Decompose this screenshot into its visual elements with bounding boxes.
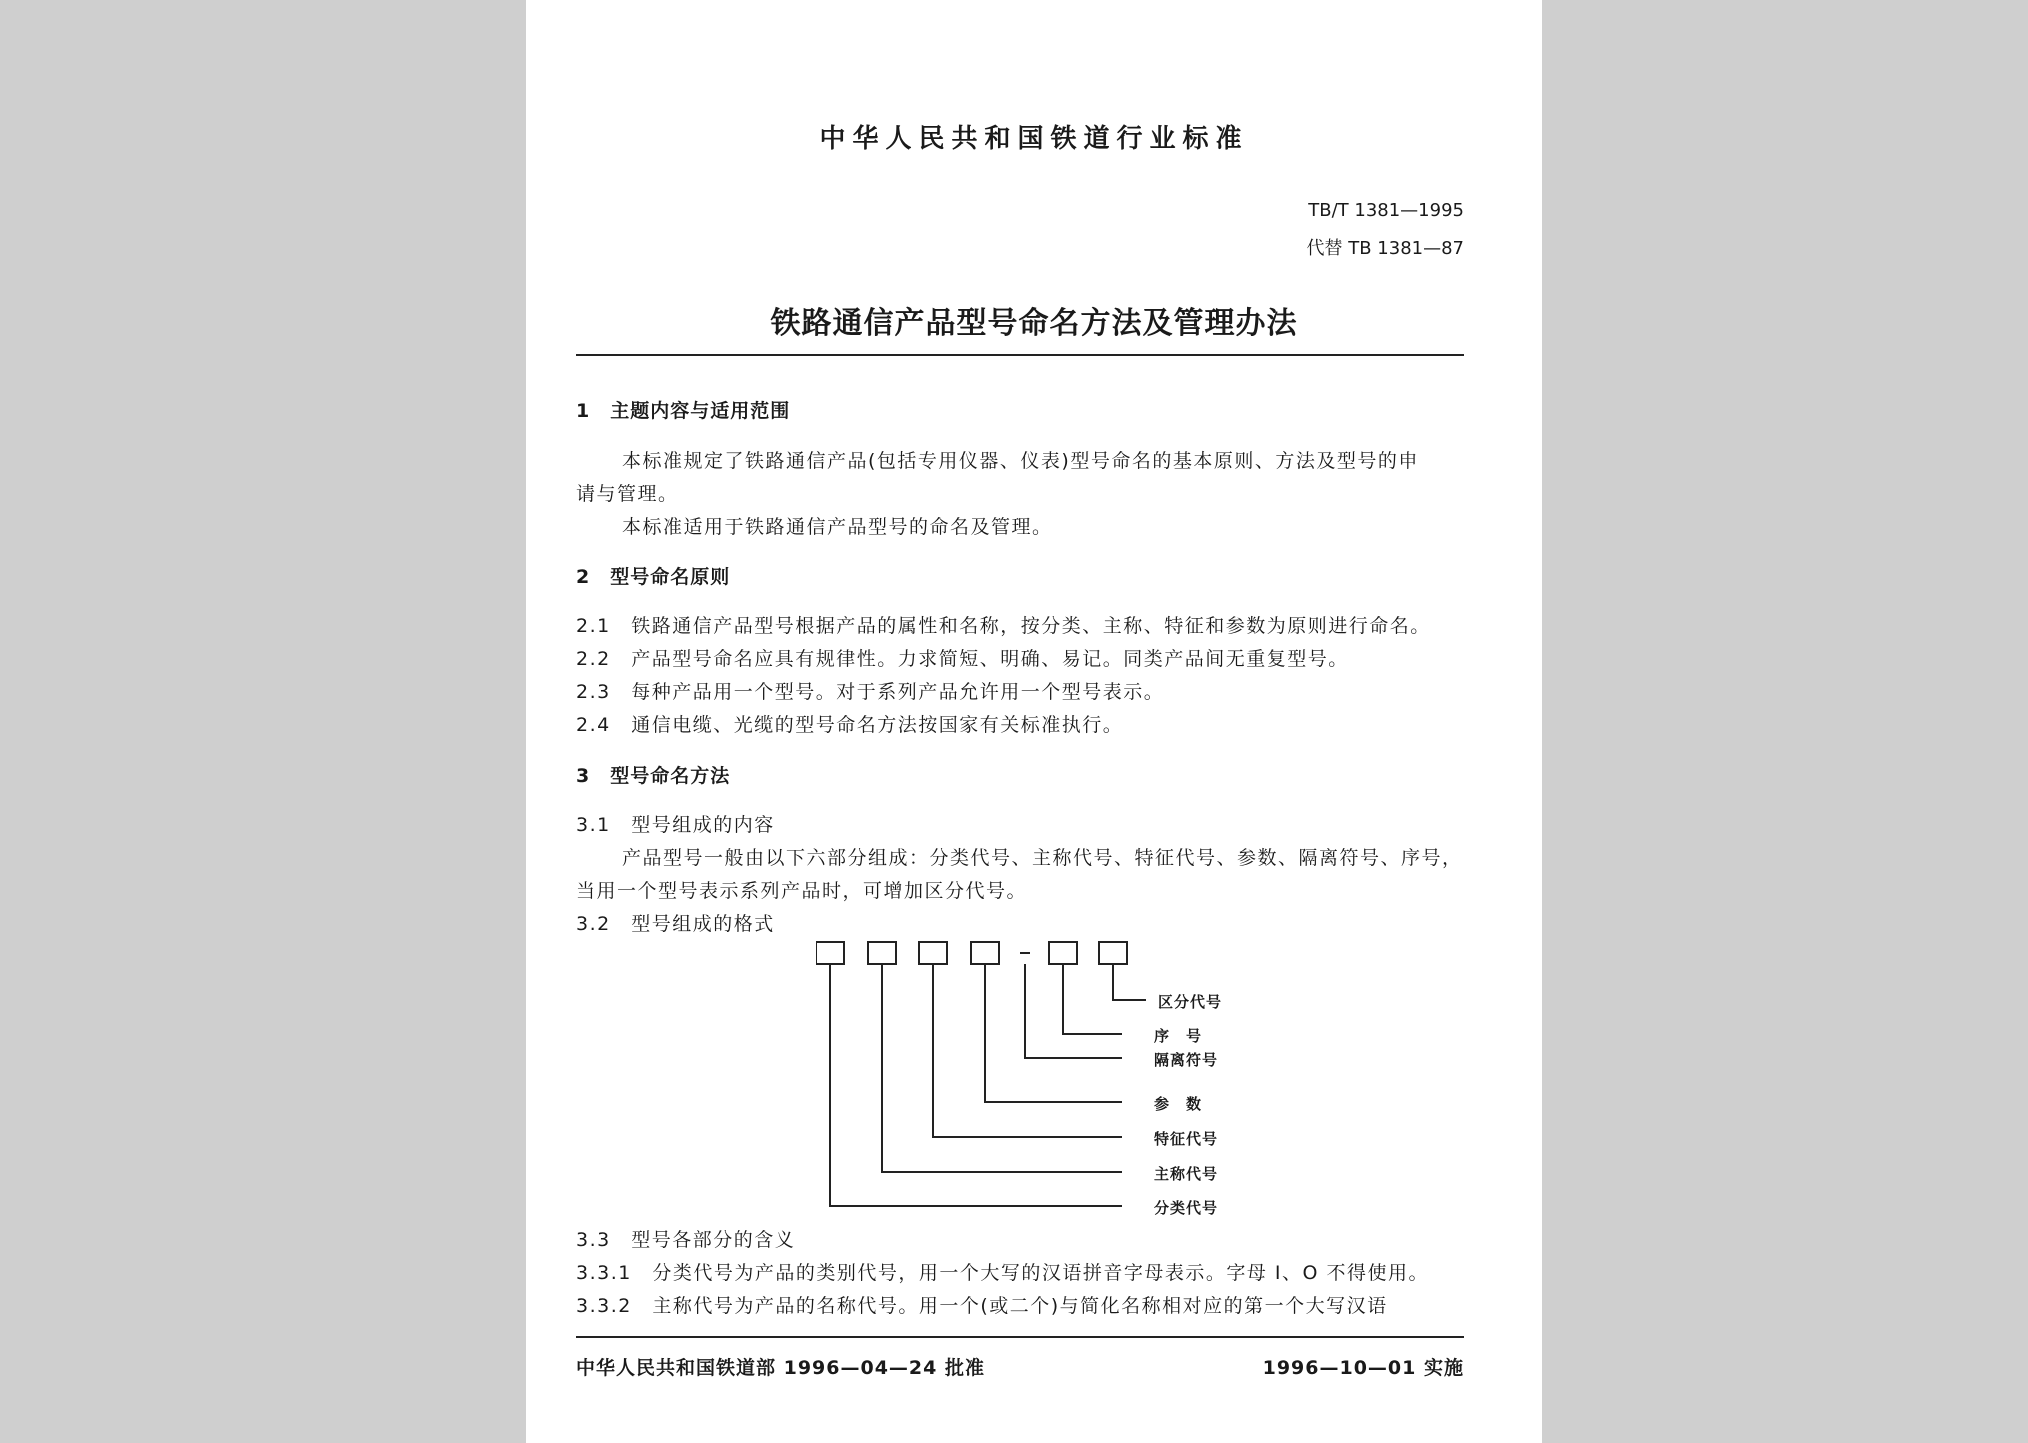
box-distinction	[1099, 942, 1127, 964]
label-feature-code: 特征代号	[1154, 1130, 1219, 1148]
label-main-name-code: 主称代号	[1154, 1165, 1219, 1183]
replaces-code: 代替 TB 1381—87	[1306, 238, 1464, 259]
leader-main-name	[882, 964, 1122, 1172]
clause-2-3: 2.3 每种产品用一个型号。对于系列产品允许用一个型号表示。	[576, 681, 1165, 703]
clause-3-3-1: 3.3.1 分类代号为产品的类别代号，用一个大写的汉语拼音字母表示。字母 I、O 不得使用。	[576, 1262, 1429, 1284]
box-classification	[816, 942, 844, 964]
box-parameter	[971, 942, 999, 964]
clause-2-4: 2.4 通信电缆、光缆的型号命名方法按国家有关标准执行。	[576, 714, 1124, 736]
label-separator-symbol: 隔离符号	[1154, 1051, 1219, 1069]
section-1-paragraph-line-1: 本标准规定了铁路通信产品(包括专用仪器、仪表)型号命名的基本原则、方法及型号的申	[622, 450, 1419, 472]
section-1-paragraph-line-2: 请与管理。	[576, 483, 679, 505]
clause-3-3-2: 3.3.2 主称代号为产品的名称代号。用一个(或二个)与简化名称相对应的第一个大写汉语	[576, 1295, 1388, 1317]
label-parameter: 参 数	[1154, 1095, 1203, 1113]
leader-distinction	[1113, 964, 1146, 1000]
leader-separator	[1025, 964, 1122, 1058]
clause-2-1: 2.1 铁路通信产品型号根据产品的属性和名称，按分类、主称、特征和参数为原则进行命名。	[576, 615, 1431, 637]
label-distinction-code: 区分代号	[1158, 993, 1223, 1011]
footer-rule	[576, 1336, 1464, 1338]
standard-code: TB/T 1381—1995	[1308, 200, 1464, 221]
clause-3-1-paragraph-line-2: 当用一个型号表示系列产品时，可增加区分代号。	[576, 880, 1028, 902]
document-title: 铁路通信产品型号命名方法及管理办法	[770, 306, 1298, 341]
clause-3-1: 3.1 型号组成的内容	[576, 814, 775, 836]
section-1-heading: 1 主题内容与适用范围	[576, 400, 791, 422]
title-rule	[576, 354, 1464, 356]
clause-3-1-paragraph-line-1: 产品型号一般由以下六部分组成：分类代号、主称代号、特征代号、参数、隔离符号、序号，	[622, 847, 1463, 869]
clause-3-2: 3.2 型号组成的格式	[576, 913, 775, 935]
label-sequence-number: 序 号	[1154, 1027, 1203, 1045]
box-feature	[919, 942, 947, 964]
box-sequence	[1049, 942, 1077, 964]
clause-2-2: 2.2 产品型号命名应具有规律性。力求简短、明确、易记。同类产品间无重复型号。	[576, 648, 1349, 670]
label-classification-code: 分类代号	[1154, 1199, 1219, 1217]
effective-date: 1996—10—01 实施	[1262, 1357, 1464, 1379]
approval-line: 中华人民共和国铁道部 1996—04—24 批准	[576, 1357, 985, 1379]
model-format-diagram	[816, 940, 1156, 1220]
box-main-name	[868, 942, 896, 964]
leader-feature	[933, 964, 1122, 1137]
section-3-heading: 3 型号命名方法	[576, 765, 731, 787]
leader-classification	[830, 964, 1122, 1206]
section-1-paragraph-2: 本标准适用于铁路通信产品型号的命名及管理。	[622, 516, 1053, 538]
section-2-heading: 2 型号命名原则	[576, 566, 731, 588]
document-page	[526, 0, 1542, 1443]
clause-3-3: 3.3 型号各部分的含义	[576, 1229, 796, 1251]
issuer-heading: 中华人民共和国铁道行业标准	[819, 124, 1249, 154]
